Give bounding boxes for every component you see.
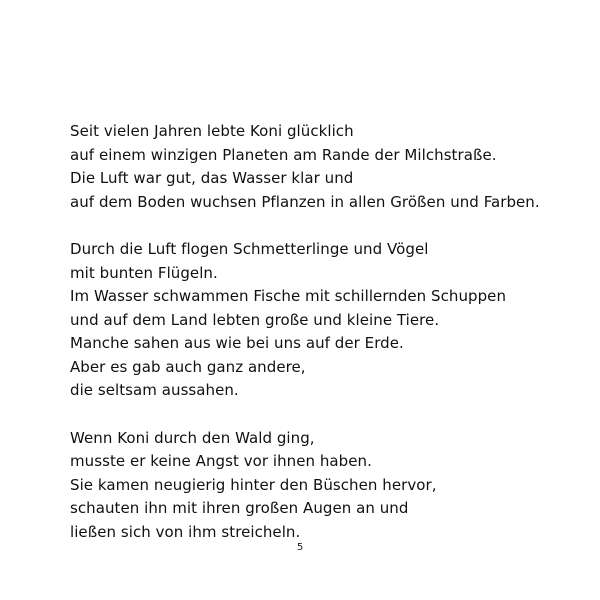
text-line: die seltsam aussahen. <box>70 381 239 399</box>
text-line: ließen sich von ihm streicheln. <box>70 522 301 541</box>
text-line: und auf dem Land lebten große und kleine Tiere. <box>70 310 440 329</box>
text-line: Im Wasser schwammen Fische mit schillernden Schuppen <box>70 287 507 305</box>
text-line: auf dem Boden wuchsen Pflanzen in allen Größen und Farben. <box>70 192 540 211</box>
page-number: 5 <box>296 542 304 553</box>
text-line: Seit vielen Jahren lebte Koni glücklich <box>70 122 354 140</box>
paragraph-3 <box>70 427 570 545</box>
text-line: musste er keine Angst vor ihnen haben. <box>70 452 372 470</box>
story-text <box>70 120 570 568</box>
paragraph-2 <box>70 238 570 403</box>
text-line: mit bunten Flügeln. <box>70 263 218 282</box>
text-line: Durch die Luft flogen Schmetterlinge und Vögel <box>70 240 429 258</box>
text-line: Wenn Koni durch den Wald ging, <box>70 428 315 447</box>
text-line: schauten ihn mit ihren großen Augen an und <box>70 499 409 517</box>
paragraph-1 <box>70 120 570 214</box>
text-line: Aber es gab auch ganz andere, <box>70 357 306 376</box>
text-line: Die Luft war gut, das Wasser klar und <box>70 169 354 187</box>
text-line: auf einem winzigen Planeten am Rande der Milchstraße. <box>70 145 497 164</box>
text-line: Manche sahen aus wie bei uns auf der Erde. <box>70 334 404 352</box>
text-line: Sie kamen neugierig hinter den Büschen hervor, <box>70 475 437 494</box>
